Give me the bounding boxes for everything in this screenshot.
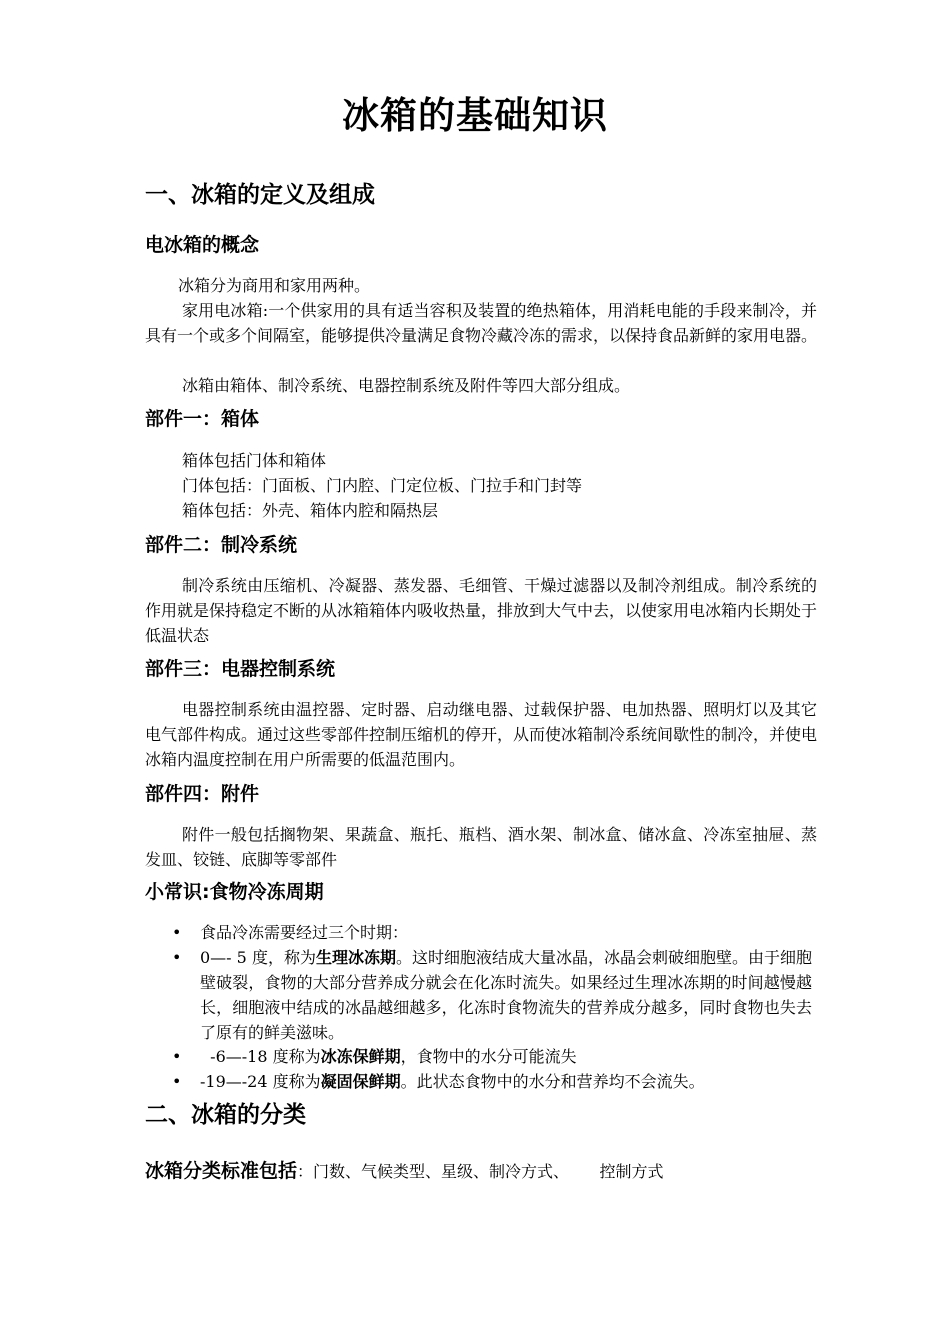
classification-criteria (145, 1156, 664, 1183)
paragraph-refrigeration-system: 制冷系统由压缩机、冷凝器、蒸发器、毛细管、干燥过滤器以及制冷剂组成。制冷系统的作用就是保持稳定不断的从冰箱箱体内吸收热量，排放到大气中去，以使家用电冰箱内长期处于低温状态 (145, 576, 818, 645)
paragraph-electrical-control: 电器控制系统由温控器、定时器、启动继电器、过载保护器、电加热器、照明灯以及其它电气部件构成。通过这些零部件控制压缩机的停开，从而使冰箱制冷系统间歇性的制冷，并使电冰箱内温度控制在用户所需要的低温范围内。 (145, 700, 818, 769)
bullet-text: 食品冷冻需要经过三个时期： (200, 923, 409, 942)
page-title: 冰箱的基础知识 (342, 94, 608, 137)
bullet-marker: • (172, 1047, 182, 1066)
term-frozen-preservation: 冰冻保鲜期 (320, 1047, 401, 1066)
part1-line1: 箱体包括门体和箱体 (182, 451, 327, 470)
bullet-marker: • (172, 948, 182, 967)
subheading-part3: 部件三：电器控制系统 (145, 658, 336, 680)
section-heading-definition: 一、冰箱的定义及组成 (145, 182, 375, 208)
paragraph-types: 冰箱分为商用和家用两种。 (178, 276, 371, 295)
bullet-marker: • (172, 1072, 182, 1091)
term-solidified-preservation: 凝固保鲜期 (320, 1072, 401, 1091)
classification-label: 冰箱分类标准包括 (145, 1160, 298, 1182)
subheading-concept: 电冰箱的概念 (145, 234, 260, 256)
part1-line3: 箱体包括：外壳、箱体内腔和隔热层 (182, 501, 439, 520)
bullet-marker: • (172, 923, 182, 942)
subheading-tips: 小常识:食物冷冻周期 (145, 881, 324, 903)
paragraph-accessories: 附件一般包括搁物架、果蔬盒、瓶托、瓶档、酒水架、制冰盒、储冰盒、冷冻室抽屉、蒸发皿、铰链、底脚等零部件 (145, 825, 817, 869)
bullet-text: 0—- 5 度，称为生理冰冻期。这时细胞液结成大量冰晶，冰晶会刺破细胞壁。由于细胞壁破裂，食物的大部分营养成分就会在化冻时流失。如果经过生理冰冻期的时间越慢越长，细胞液中结成的冰晶越细越多，化冻时食物流失的营养成分越多，同时食物也失去了原有的鲜美滋味。 (200, 948, 812, 1042)
part1-line2: 门体包括：门面板、门内腔、门定位板、门拉手和门封等 (182, 476, 583, 495)
classification-value: ：门数、气候类型、星级、制冷方式、 控制方式 (297, 1162, 664, 1181)
bullet-text: -6—-18 度称为冰冻保鲜期，食物中的水分可能流失 (200, 1047, 577, 1066)
subheading-part2: 部件二：制冷系统 (145, 534, 298, 556)
paragraph-components: 冰箱由箱体、制冷系统、电器控制系统及附件等四大部分组成。 (182, 376, 631, 395)
bullet-text: -19—-24 度称为凝固保鲜期。此状态食物中的水分和营养均不会流失。 (200, 1072, 705, 1091)
subheading-part1: 部件一：箱体 (145, 408, 260, 430)
subheading-part4: 部件四：附件 (145, 783, 260, 805)
term-physiological-freezing: 生理冰冻期 (315, 948, 396, 967)
paragraph-household-definition: 家用电冰箱:一个供家用的具有适当容积及装置的绝热箱体，用消耗电能的手段来制冷，并具有一个或多个间隔室，能够提供冷量满足食物冷藏冷冻的需求，以保持食品新鲜的家用电器。 (145, 301, 818, 345)
section-heading-classification: 二、冰箱的分类 (145, 1102, 306, 1128)
